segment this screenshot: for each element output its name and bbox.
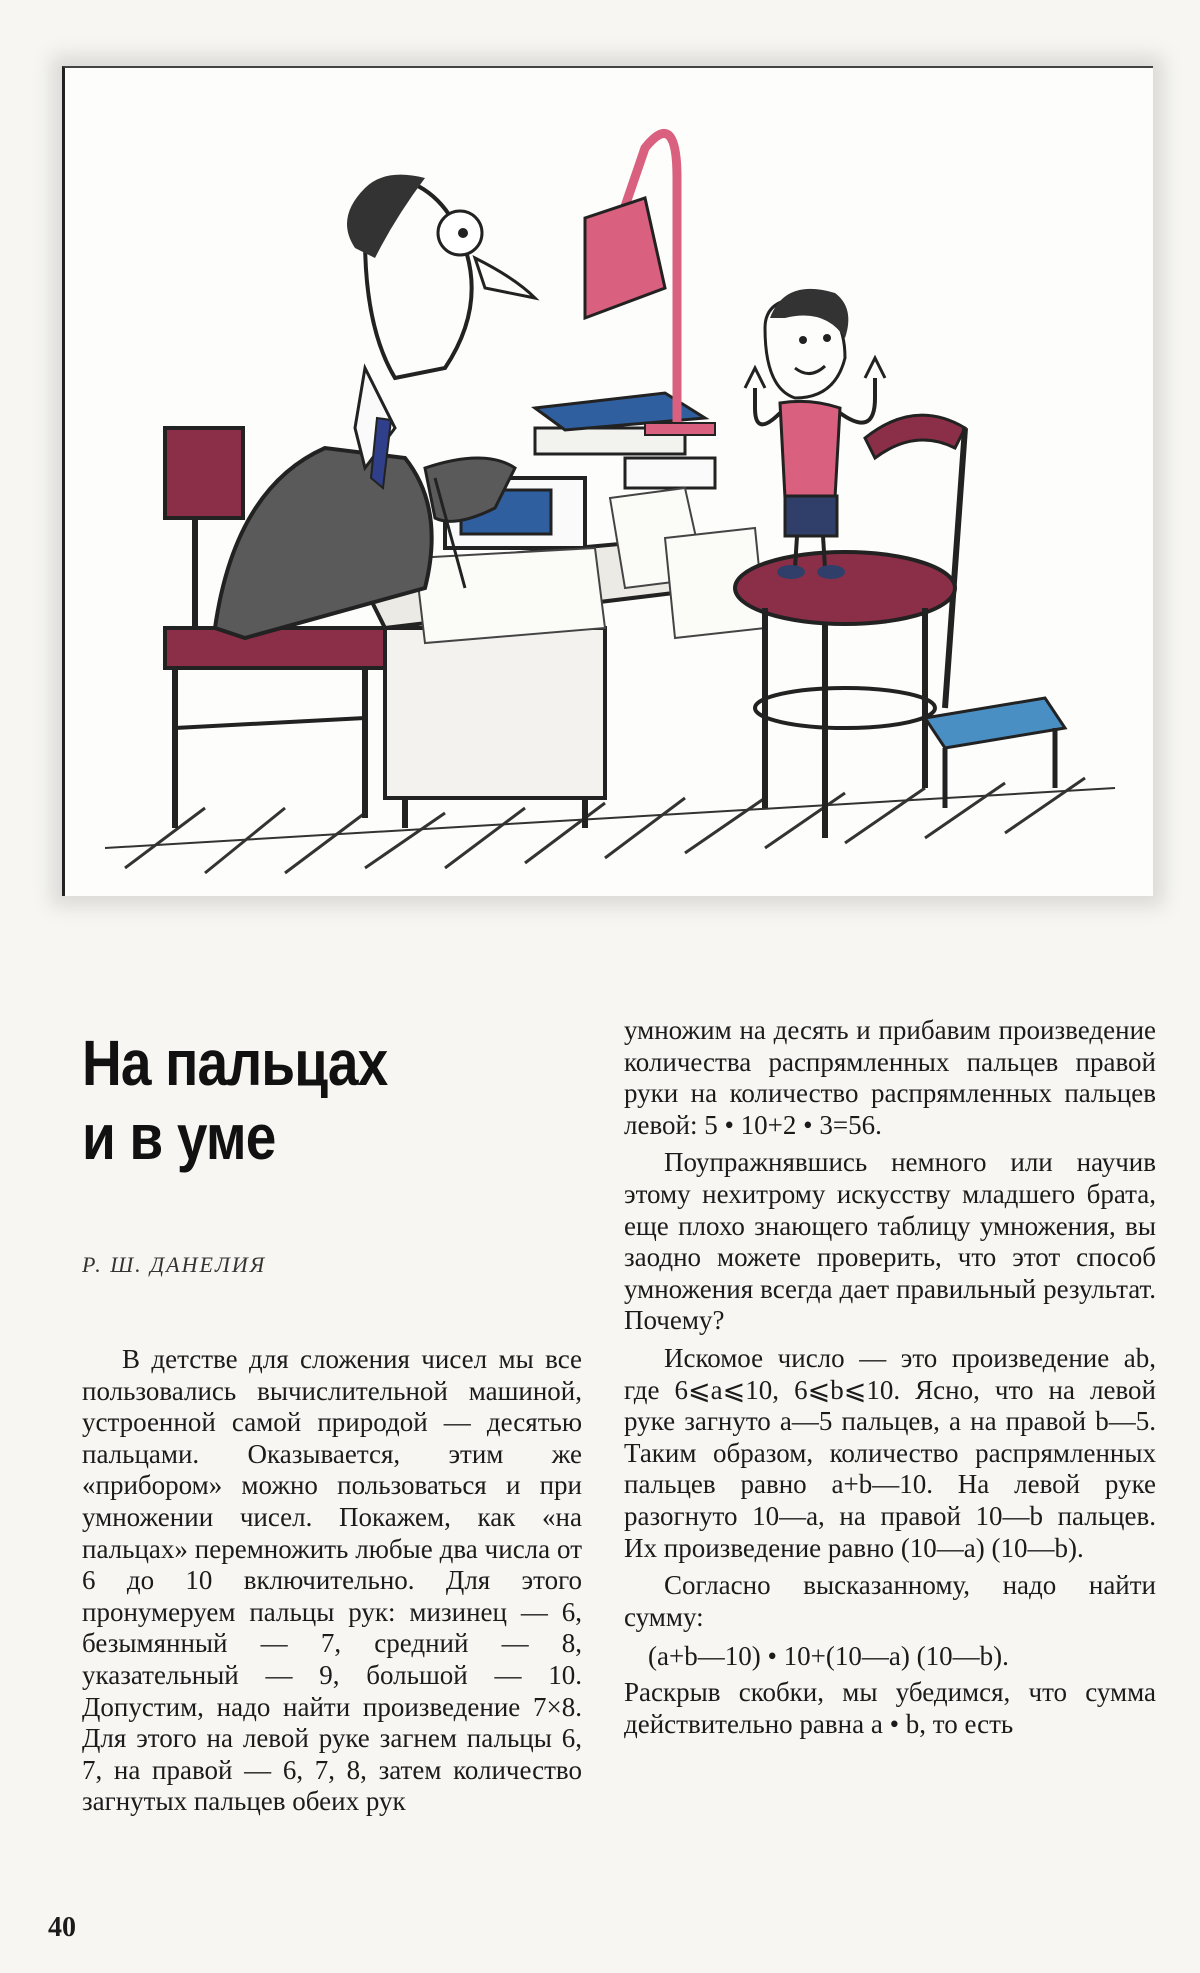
body-paragraph: Согласно высказанному, надо найти сумму: (624, 1570, 1156, 1632)
article-right-column (624, 1015, 1156, 1740)
body-paragraph: умножим на десять и прибавим произведение количества распрямленных пальцев правой руки на количество распрямленных пальцев левой: 5 • 10+2 • 3=56. (624, 1015, 1156, 1140)
title-line-2: и в уме (82, 1101, 276, 1173)
title-line-1: На пальцах (82, 1027, 388, 1099)
body-paragraph: Искомое число — это произведение ab, где 6⩽a⩽10, 6⩽b⩽10. Ясно, что на левой руке загнуто a—5 пальцев, а на правой b—5. Таким образом, количество распрямленных пальцев равно a+b—10. На левой руке разогнуто 10—a, на правой 10—b пальцев. Их произведение равно (10—a) (10—b). (624, 1342, 1156, 1563)
cartoon-illustration (62, 66, 1153, 896)
floor-hatching (105, 778, 1115, 873)
article-left-column (82, 1000, 582, 1818)
formula-line: (a+b—10) • 10+(10—a) (10—b). (648, 1641, 1009, 1672)
article-title (82, 1026, 512, 1174)
author-byline: Р. Ш. ДАНЕЛИЯ (82, 1252, 267, 1277)
cartoon-svg (65, 68, 1153, 896)
page-number: 40 (48, 1912, 76, 1943)
desk-lamp (585, 133, 715, 435)
body-paragraph: В детстве для сложения чисел мы все пользовались вычислительной машиной, устроенной самой природой — десятью пальцами. Оказывается, этим же «прибором» можно пользоваться и при умножении чисел. Покажем, как «на пальцах» перемножить любые два числа от 6 до 10 включительно. Для этого пронумеруем пальцы рук: мизинец — 6, безымянный — 7, средний — 8, указательный — 9, большой — 10. Допустим, надо найти произведение 7×8. Для этого на левой руке загнем пальцы 6, 7, на правой — 6, 7, 8, затем количество загнутых пальцев обеих рук (82, 1344, 582, 1817)
right-chair (735, 415, 965, 838)
body-paragraph-closing: Раскрыв скобки, мы убедимся, что сумма действительно равна a • b, то есть (624, 1677, 1156, 1739)
boy-figure (745, 289, 885, 579)
body-paragraph: Поупражнявшись немного или научив этому нехитрому искусству младшего брата, еще плохо знающего таблицу умножения, вы заодно можете проверить, что этот способ умножения всегда дает правильный результат. Почему? (624, 1147, 1156, 1336)
